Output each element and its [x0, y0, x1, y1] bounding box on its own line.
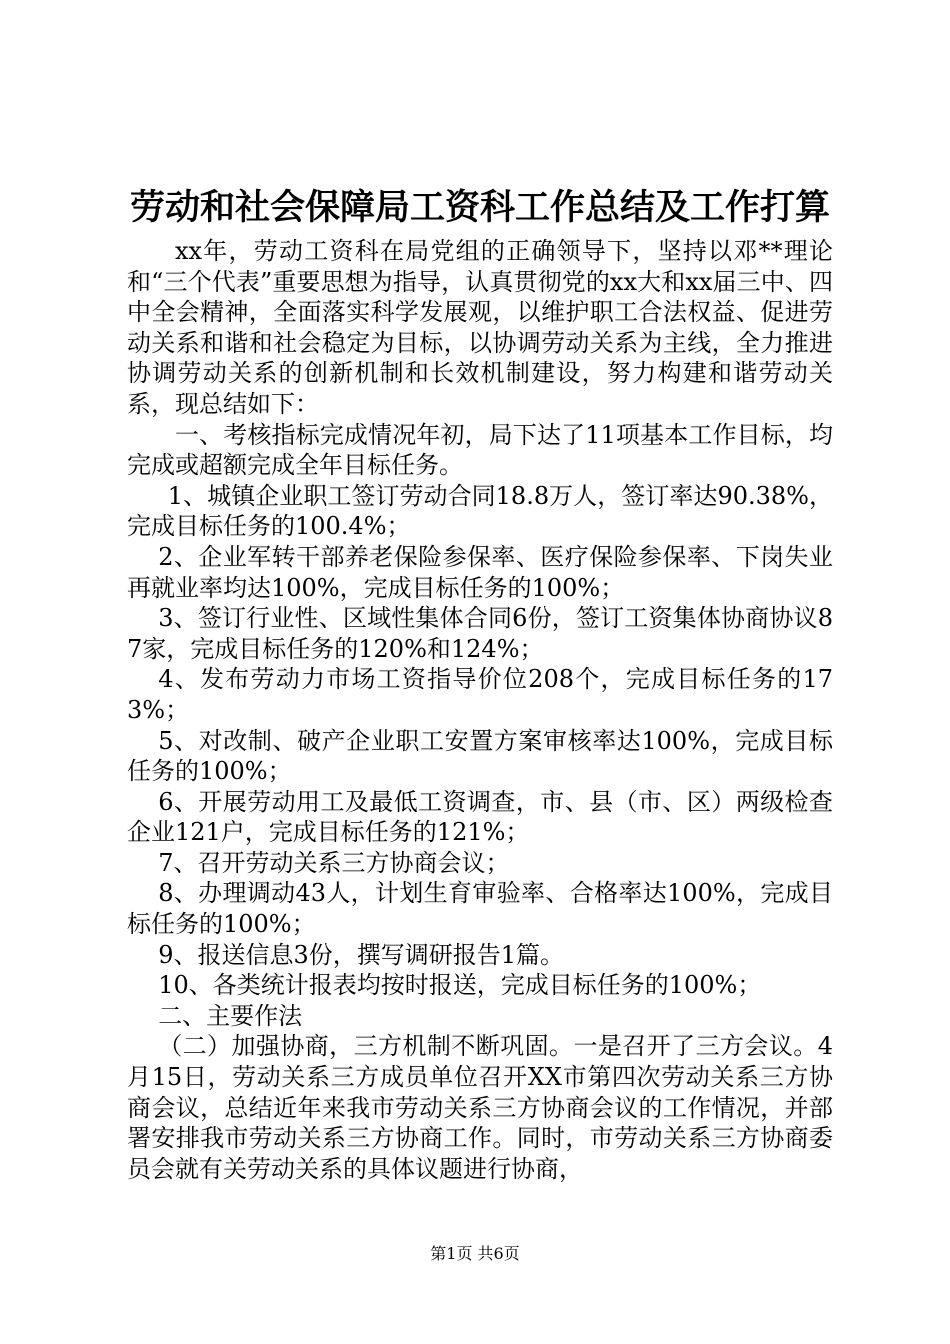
paragraph-subsection-2: （二）加强协商，三方机制不断巩固。一是召开了三方会议。4月15日，劳动关系三方成员单位召开XX市第四次劳动关系三方协商会议，总结近年来我市劳动关系三方协商会议的工作情况，并部署安排我市劳动关系三方协商工作。同时，市劳动关系三方协商委员会就有关劳动关系的具体议题进行协商， — [127, 1032, 833, 1183]
document-title: 劳动和社会保障局工资科工作总结及工作打算 — [129, 187, 830, 228]
paragraph-item-6: 6、开展劳动用工及最低工资调查，市、县（市、区）两级检查企业121户，完成目标任务的121%； — [127, 787, 833, 847]
document-body — [127, 236, 833, 1184]
paragraph-section-2: 二、主要作法 — [158, 1001, 303, 1030]
paragraph-item-5: 5、对改制、破产企业职工安置方案审核率达100%，完成目标任务的100%； — [127, 726, 833, 786]
paragraph-item-9: 9、报送信息3份，撰写调研报告1篇。 — [158, 940, 564, 969]
paragraph-item-10: 10、各类统计报表均按时报送，完成目标任务的100%； — [158, 971, 762, 1000]
paragraph-item-4: 4、发布劳动力市场工资指导价位208个，完成目标任务的173%； — [127, 665, 833, 724]
paragraph-section-1: 一、考核指标完成情况年初，局下达了11项基本工作目标，均完成或超额完成全年目标任务。 — [127, 420, 833, 480]
paragraph-item-8: 8、办理调动43人，计划生育审验率、合格率达100%，完成目标任务的100%； — [127, 879, 833, 939]
paragraph-intro: xx年，劳动工资科在局党组的正确领导下，坚持以邓**理论和“三个代表”重要思想为指导，认真贯彻党的xx大和xx届三中、四中全会精神，全面落实科学发展观，以维护职工合法权益、促进劳动关系和谐和社会稳定为目标，以协调劳动关系为主线，全力推进协调劳动关系的创新机制和长效机制建设，努力构建和谐劳动关系，现总结如下： — [127, 237, 833, 418]
paragraph-item-3: 3、签订行业性、区域性集体合同6份，签订工资集体协商协议87家，完成目标任务的120%和124%； — [127, 604, 833, 663]
paragraph-item-2: 2、企业军转干部养老保险参保率、医疗保险参保率、下岗失业再就业率均达100%，完成目标任务的100%； — [127, 542, 833, 602]
page-footer: 第1页 共6页 — [430, 1244, 520, 1263]
paragraph-item-1: 1、城镇企业职工签订劳动合同18.8万人，签订率达90.38%，完成目标任务的100.4%； — [127, 481, 833, 541]
paragraph-item-7: 7、召开劳动关系三方协商会议； — [158, 848, 510, 877]
